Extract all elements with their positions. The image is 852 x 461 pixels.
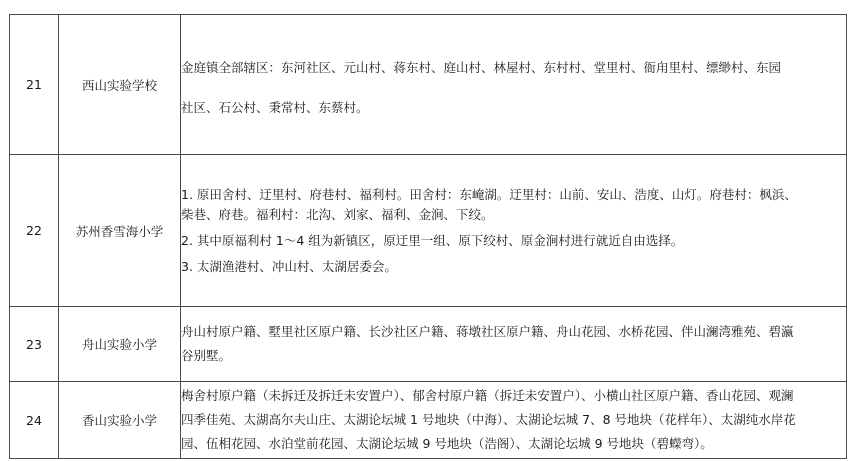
- scope-line: 四季佳苑、太湖高尔夫山庄、太湖论坛城 1 号地块（中海）、太湖论坛城 7、8 号地块（花样年）、太湖纯水岸花: [181, 412, 796, 427]
- school-name: 舟山实验小学: [59, 307, 181, 382]
- row-number: 22: [10, 155, 59, 307]
- row-number: 23: [10, 307, 59, 382]
- school-name: 西山实验学校: [59, 15, 181, 155]
- table-row: [10, 307, 847, 382]
- district-scope: [181, 307, 847, 382]
- scope-line: 谷别墅。: [181, 348, 232, 363]
- school-district-table: [9, 14, 847, 459]
- scope-line: 1. 原田舍村、迂里村、府巷村、福利村。田舍村：东崦湖。迂里村：山前、安山、浩度、山灯。府巷村：枫浜、: [181, 186, 797, 202]
- scope-line: 2. 其中原福利村 1～4 组为新镇区，原迂里一组、原下绞村、原金涧村进行就近自由选择。: [181, 232, 684, 248]
- district-scope: [181, 15, 847, 155]
- district-scope: [181, 155, 847, 307]
- scope-line: 舟山村原户籍、墅里社区原户籍、长沙社区户籍、蒋墩社区原户籍、舟山花园、水桥花园、伴山澜湾雅苑、碧瀛: [181, 324, 794, 339]
- scope-line: 梅舍村原户籍（未拆迁及拆迁未安置户）、郁舍村原户籍（拆迁未安置户）、小横山社区原户籍、香山花园、观澜: [181, 388, 794, 403]
- school-name: 苏州香雪海小学: [59, 155, 181, 307]
- scope-line: 柴巷、府巷。福利村：北沟、刘家、福利、金涧、下绞。: [181, 206, 494, 222]
- table-row: [10, 155, 847, 307]
- district-scope: [181, 382, 847, 459]
- scope-line: 园、伍相花园、水泊堂前花园、太湖论坛城 9 号地块（浩阁）、太湖论坛城 9 号地块（碧蠑弯）。: [181, 436, 713, 451]
- table-row: [10, 15, 847, 155]
- row-number: 21: [10, 15, 59, 155]
- school-name: 香山实验小学: [59, 382, 181, 459]
- table-row: [10, 382, 847, 459]
- scope-line: 金庭镇全部辖区：东河社区、元山村、蒋东村、庭山村、林屋村、东村村、堂里村、衙甪里村、缥缈村、东园: [181, 59, 782, 75]
- scope-line: 社区、石公村、秉常村、东蔡村。: [181, 99, 369, 115]
- row-number: 24: [10, 382, 59, 459]
- scope-line: 3. 太湖渔港村、冲山村、太湖居委会。: [181, 258, 397, 274]
